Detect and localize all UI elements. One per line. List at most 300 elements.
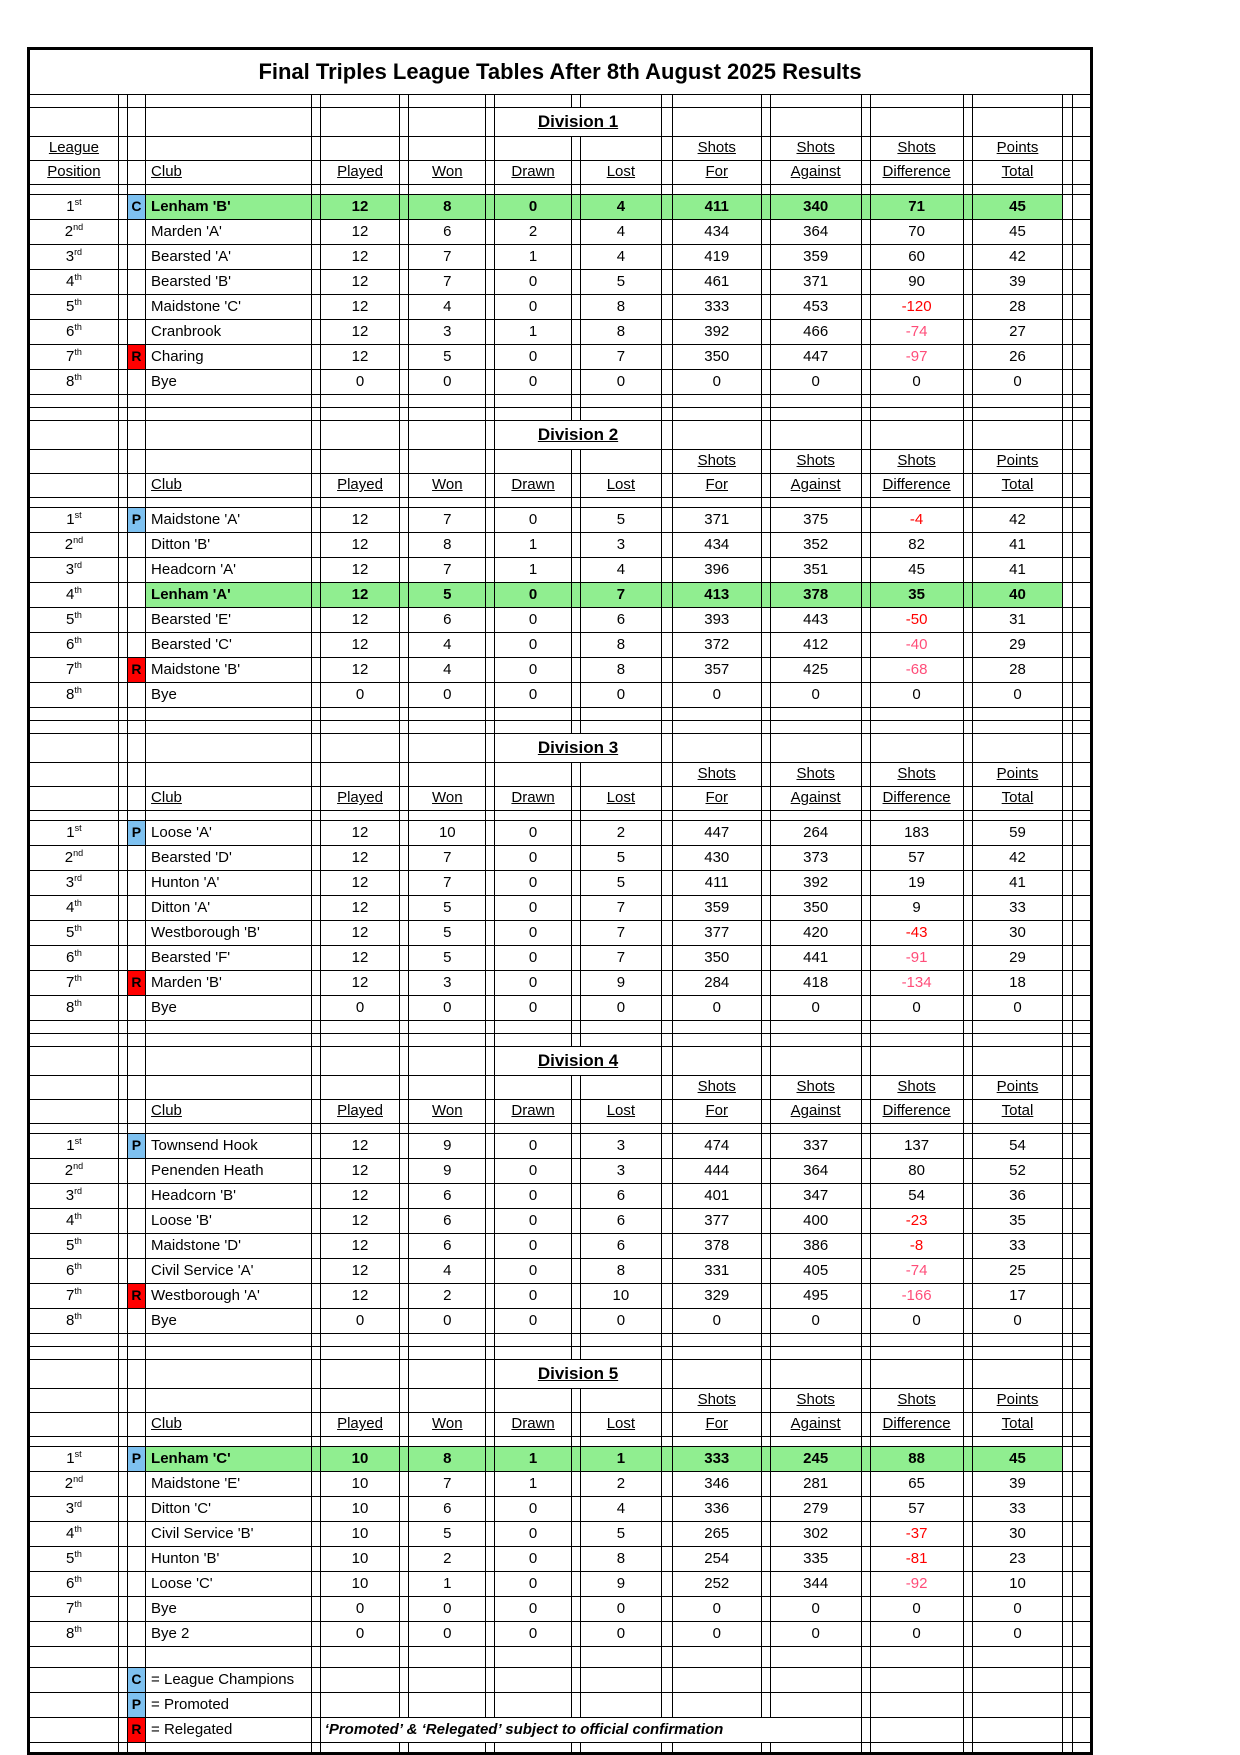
position-number: 3: [65, 1499, 75, 1517]
spacer-cell: [311, 1021, 320, 1034]
spacer-cell: [320, 395, 400, 408]
total-header: Total: [972, 161, 1063, 185]
spacer-cell: [486, 1134, 495, 1159]
spacer-cell: [1063, 1497, 1072, 1522]
spacer-cell: [661, 971, 672, 996]
spacer-cell: [861, 583, 870, 608]
spacer-cell: [486, 395, 495, 408]
club-cell: Bearsted 'E': [146, 608, 312, 633]
spacer-cell: [118, 1134, 127, 1159]
grid-cell: [861, 734, 870, 763]
spacer-cell: [400, 1447, 409, 1472]
spacer-cell: [571, 846, 580, 871]
grid-cell: [761, 1693, 770, 1718]
spacer-cell: [400, 295, 409, 320]
spacer-cell: [400, 1622, 409, 1647]
spacer-cell: [861, 1334, 870, 1347]
position-ordinal: st: [74, 196, 82, 207]
shots_against-cell: 0: [770, 1622, 861, 1647]
grid-cell: [311, 787, 320, 811]
played-header: Played: [320, 1100, 400, 1124]
won-header: Won: [409, 1413, 486, 1437]
spacer-cell: [571, 811, 580, 821]
grid-cell: [30, 1100, 119, 1124]
spacer-cell: [495, 721, 572, 734]
diff-cell: -91: [870, 946, 963, 971]
spacer-cell: [311, 1497, 320, 1522]
position-number: 1: [66, 1449, 75, 1467]
spacer-cell: [870, 1437, 963, 1447]
spacer-cell: [400, 245, 409, 270]
grid-cell: [320, 1076, 400, 1100]
grid-cell: [486, 1413, 495, 1437]
spacer-cell: [118, 1021, 127, 1034]
spacer-cell: [571, 220, 580, 245]
club-cell: Lenham 'A': [146, 583, 312, 608]
position-ordinal: th: [74, 922, 82, 933]
spacer-cell: [1072, 1334, 1091, 1347]
drawn-cell: 0: [495, 1597, 572, 1622]
lost-cell: 1: [581, 1447, 662, 1472]
table-row: [30, 1309, 1091, 1334]
club-cell: Charing: [146, 345, 312, 370]
grid-cell: [30, 1413, 119, 1437]
position-ordinal: th: [74, 1210, 82, 1221]
position-ordinal: st: [74, 1135, 82, 1146]
grid-cell: [770, 1668, 861, 1693]
spacer-cell: [571, 320, 580, 345]
shots_against-cell: 245: [770, 1447, 861, 1472]
club-cell: Westborough 'B': [146, 921, 312, 946]
spacer-row: [30, 498, 1091, 508]
points-cell: 0: [972, 1309, 1063, 1334]
drawn-cell: 0: [495, 1309, 572, 1334]
grid-cell: [118, 1076, 127, 1100]
spacer-cell: [571, 1547, 580, 1572]
position-ordinal: nd: [73, 534, 84, 545]
spacer-cell: [486, 583, 495, 608]
won-cell: 0: [409, 996, 486, 1021]
position-cell: [30, 320, 119, 345]
spacer-cell: [409, 708, 486, 721]
spacer-cell: [581, 185, 662, 195]
spacer-cell: [861, 245, 870, 270]
grid-cell: [571, 1693, 580, 1718]
spacer-cell: [495, 395, 572, 408]
position-cell: [30, 871, 119, 896]
spacer-cell: [311, 533, 320, 558]
position-cell: [30, 1234, 119, 1259]
position-cell: [30, 370, 119, 395]
grid-cell: [963, 161, 972, 185]
club-cell: Bye: [146, 683, 312, 708]
spacer-cell: [571, 185, 580, 195]
spacer-cell: [571, 1184, 580, 1209]
grid-cell: [963, 1076, 972, 1100]
marker-cell: [127, 1522, 145, 1547]
marker-cell: P: [127, 508, 145, 533]
drawn-header: Drawn: [495, 1413, 572, 1437]
spacer-row: [30, 408, 1091, 421]
shots-header: Shots: [870, 763, 963, 787]
club-cell: Bye: [146, 996, 312, 1021]
spacer-cell: [486, 996, 495, 1021]
lost-cell: 0: [581, 683, 662, 708]
grid-cell: [963, 1668, 972, 1693]
spacer-cell: [1063, 270, 1072, 295]
spacer-cell: [1063, 846, 1072, 871]
spacer-cell: [118, 558, 127, 583]
spacer-cell: [311, 1647, 320, 1668]
grid-cell: [118, 1693, 127, 1718]
total-header: Total: [972, 474, 1063, 498]
league-sheet: [27, 47, 1093, 1755]
points-cell: 45: [972, 220, 1063, 245]
grid-cell: [1063, 474, 1072, 498]
spacer-cell: [581, 395, 662, 408]
position-cell: [30, 1547, 119, 1572]
grid-cell: [320, 734, 400, 763]
grid-cell: [581, 1076, 662, 1100]
spacer-cell: [1072, 1622, 1091, 1647]
spacer-cell: [495, 1347, 572, 1360]
spacer-cell: [1063, 195, 1072, 220]
marker-cell: P: [127, 1134, 145, 1159]
played-cell: 12: [320, 583, 400, 608]
shots-header-row: [30, 1076, 1091, 1100]
spacer-cell: [30, 498, 119, 508]
spacer-cell: [963, 1134, 972, 1159]
spacer-cell: [1063, 408, 1072, 421]
position-cell: [30, 821, 119, 846]
table-row: [30, 1134, 1091, 1159]
grid-cell: [1072, 137, 1091, 161]
spacer-cell: [146, 1647, 312, 1668]
grid-cell: [661, 1389, 672, 1413]
points-cell: 28: [972, 295, 1063, 320]
grid-cell: [661, 108, 672, 137]
position-ordinal: nd: [73, 1473, 84, 1484]
grid-cell: [770, 734, 861, 763]
grid-cell: [571, 1100, 580, 1124]
spacer-cell: [1063, 1134, 1072, 1159]
club-cell: Bye: [146, 370, 312, 395]
points-cell: 54: [972, 1134, 1063, 1159]
marker-cell: P: [127, 821, 145, 846]
spacer-cell: [1072, 1347, 1091, 1360]
club-cell: Bye 2: [146, 1622, 312, 1647]
spacer-cell: [1063, 946, 1072, 971]
club-cell: Maidstone 'A': [146, 508, 312, 533]
position-number: 3: [65, 560, 75, 578]
spacer-row: [30, 1021, 1091, 1034]
spacer-cell: [661, 1522, 672, 1547]
shots-header: Shots: [672, 450, 761, 474]
shots_for-cell: 0: [672, 1622, 761, 1647]
drawn-cell: 0: [495, 683, 572, 708]
spacer-cell: [963, 320, 972, 345]
spacer-cell: [581, 1647, 662, 1668]
shots_for-cell: 413: [672, 583, 761, 608]
grid-cell: [495, 1076, 572, 1100]
grid-cell: [972, 1360, 1063, 1389]
drawn-cell: 1: [495, 558, 572, 583]
grid-cell: [486, 1693, 495, 1718]
spacer-cell: [400, 185, 409, 195]
spacer-cell: [1072, 1184, 1091, 1209]
position-cell: [30, 220, 119, 245]
position-cell: [30, 896, 119, 921]
spacer-cell: [400, 1572, 409, 1597]
shots_for-cell: 461: [672, 270, 761, 295]
grid-cell: [963, 1047, 972, 1076]
played-cell: 12: [320, 921, 400, 946]
spacer-cell: [486, 195, 495, 220]
lost-cell: 7: [581, 583, 662, 608]
marker-cell: [127, 921, 145, 946]
lost-cell: 3: [581, 1159, 662, 1184]
spacer-cell: [861, 1259, 870, 1284]
spacer-cell: [761, 608, 770, 633]
table-row: [30, 608, 1091, 633]
spacer-cell: [972, 1021, 1063, 1034]
drawn-cell: 0: [495, 1234, 572, 1259]
grid-cell: [861, 1076, 870, 1100]
grid-cell: [1063, 108, 1072, 137]
spacer-cell: [400, 721, 409, 734]
position-cell: [30, 921, 119, 946]
spacer-cell: [1072, 583, 1091, 608]
position-cell: [30, 683, 119, 708]
diff-cell: 0: [870, 683, 963, 708]
spacer-cell: [861, 1743, 870, 1753]
spacer-cell: [963, 658, 972, 683]
position-ordinal: th: [74, 1260, 82, 1271]
points-cell: 36: [972, 1184, 1063, 1209]
diff-cell: -68: [870, 658, 963, 683]
drawn-header: Drawn: [495, 474, 572, 498]
legend-label: = Promoted: [146, 1693, 312, 1718]
grid-cell: [1072, 1413, 1091, 1437]
spacer-cell: [127, 1021, 145, 1034]
spacer-cell: [1072, 946, 1091, 971]
spacer-cell: [118, 1572, 127, 1597]
drawn-cell: 0: [495, 1259, 572, 1284]
spacer-cell: [1063, 896, 1072, 921]
position-ordinal: th: [74, 296, 82, 307]
spacer-cell: [1063, 996, 1072, 1021]
points-cell: 39: [972, 270, 1063, 295]
won-cell: 8: [409, 195, 486, 220]
shots_for-cell: 378: [672, 1234, 761, 1259]
spacer-cell: [30, 95, 119, 108]
spacer-cell: [400, 533, 409, 558]
spacer-cell: [486, 846, 495, 871]
spacer-cell: [1063, 1437, 1072, 1447]
marker-cell: [127, 558, 145, 583]
played-cell: 12: [320, 1234, 400, 1259]
grid-cell: [661, 1100, 672, 1124]
diff-cell: -37: [870, 1522, 963, 1547]
position-number: 7: [65, 1286, 75, 1304]
table-row: [30, 370, 1091, 395]
shots_for-cell: 0: [672, 1309, 761, 1334]
spacer-cell: [761, 1622, 770, 1647]
lost-cell: 6: [581, 1184, 662, 1209]
shots_against-cell: 344: [770, 1572, 861, 1597]
lost-cell: 0: [581, 1309, 662, 1334]
spacer-cell: [761, 811, 770, 821]
spacer-cell: [400, 921, 409, 946]
spacer-cell: [1072, 708, 1091, 721]
spacer-cell: [861, 395, 870, 408]
grid-cell: [1072, 1389, 1091, 1413]
shots-header: Shots: [870, 1076, 963, 1100]
spacer-cell: [400, 971, 409, 996]
lost-cell: 0: [581, 996, 662, 1021]
spacer-cell: [311, 583, 320, 608]
spacer-cell: [571, 498, 580, 508]
spacer-cell: [571, 1472, 580, 1497]
position-ordinal: th: [74, 659, 82, 670]
position-number: 6: [65, 1574, 75, 1592]
spacer-cell: [870, 185, 963, 195]
spacer-cell: [661, 1347, 672, 1360]
spacer-cell: [409, 185, 486, 195]
shots_for-cell: 377: [672, 921, 761, 946]
drawn-cell: 0: [495, 1159, 572, 1184]
spacer-cell: [486, 508, 495, 533]
spacer-cell: [972, 1437, 1063, 1447]
spacer-cell: [311, 721, 320, 734]
position-cell: [30, 1447, 119, 1472]
grid-cell: [1063, 1076, 1072, 1100]
grid-cell: [311, 1076, 320, 1100]
grid-cell: [870, 1668, 963, 1693]
spacer-cell: [495, 185, 572, 195]
won-cell: 5: [409, 946, 486, 971]
spacer-cell: [661, 1209, 672, 1234]
spacer-cell: [770, 185, 861, 195]
spacer-cell: [30, 395, 119, 408]
spacer-cell: [311, 658, 320, 683]
grid-cell: [127, 734, 145, 763]
spacer-cell: [311, 971, 320, 996]
division-title: Division 1: [495, 108, 662, 137]
spacer-cell: [861, 220, 870, 245]
grid-cell: [761, 1100, 770, 1124]
spacer-cell: [963, 1522, 972, 1547]
spacer-cell: [972, 1743, 1063, 1753]
spacer-cell: [661, 921, 672, 946]
grid-cell: [1063, 1360, 1072, 1389]
spacer-cell: [311, 996, 320, 1021]
grid-cell: [409, 1389, 486, 1413]
grid-cell: [320, 421, 400, 450]
spacer-cell: [661, 1309, 672, 1334]
spacer-cell: [972, 95, 1063, 108]
spacer-cell: [1072, 1597, 1091, 1622]
drawn-cell: 0: [495, 195, 572, 220]
spacer-cell: [963, 921, 972, 946]
spacer-cell: [400, 1472, 409, 1497]
spacer-cell: [1063, 708, 1072, 721]
drawn-cell: 0: [495, 658, 572, 683]
legend-marker: P: [127, 1693, 145, 1718]
legend-marker: R: [127, 1718, 145, 1743]
spacer-cell: [761, 1647, 770, 1668]
grid-cell: [495, 1668, 572, 1693]
spacer-cell: [571, 608, 580, 633]
position-ordinal: rd: [74, 872, 83, 883]
diff-cell: 71: [870, 195, 963, 220]
spacer-cell: [672, 1647, 761, 1668]
spacer-cell: [963, 1184, 972, 1209]
spacer-cell: [761, 846, 770, 871]
spacer-cell: [400, 1284, 409, 1309]
spacer-cell: [1072, 220, 1091, 245]
diff-cell: 0: [870, 1309, 963, 1334]
won-cell: 8: [409, 533, 486, 558]
spacer-cell: [1072, 846, 1091, 871]
marker-cell: [127, 583, 145, 608]
points-cell: 0: [972, 683, 1063, 708]
spacer-cell: [118, 195, 127, 220]
spacer-cell: [495, 498, 572, 508]
marker-cell: [127, 946, 145, 971]
grid-cell: [146, 108, 312, 137]
spacer-cell: [761, 408, 770, 421]
position-ordinal: th: [74, 1623, 82, 1634]
played-cell: 0: [320, 1622, 400, 1647]
spacer-cell: [1063, 633, 1072, 658]
spacer-cell: [311, 508, 320, 533]
shots_against-cell: 418: [770, 971, 861, 996]
shots-header: Shots: [770, 763, 861, 787]
points-header: Points: [972, 450, 1063, 474]
marker-cell: R: [127, 971, 145, 996]
spacer-cell: [1072, 1647, 1091, 1668]
shots_for-cell: 396: [672, 558, 761, 583]
spacer-cell: [30, 811, 119, 821]
spacer-cell: [1063, 370, 1072, 395]
spacer-cell: [861, 708, 870, 721]
table-row: [30, 1522, 1091, 1547]
spacer-cell: [1072, 1743, 1091, 1753]
spacer-cell: [1063, 871, 1072, 896]
spacer-cell: [486, 1334, 495, 1347]
spacer-cell: [672, 395, 761, 408]
grid-cell: [870, 421, 963, 450]
spacer-cell: [486, 1184, 495, 1209]
grid-cell: [761, 1360, 770, 1389]
spacer-cell: [672, 1034, 761, 1047]
grid-cell: [661, 1413, 672, 1437]
position-cell: [30, 1622, 119, 1647]
difference-header: Difference: [870, 1413, 963, 1437]
spacer-cell: [311, 1743, 320, 1753]
spacer-row: [30, 1647, 1091, 1668]
spacer-cell: [486, 1437, 495, 1447]
spacer-cell: [870, 1034, 963, 1047]
spacer-cell: [311, 946, 320, 971]
club-cell: Hunton 'A': [146, 871, 312, 896]
grid-cell: [30, 474, 119, 498]
spacer-cell: [1063, 971, 1072, 996]
spacer-cell: [127, 1743, 145, 1753]
grid-cell: [581, 450, 662, 474]
spacer-cell: [495, 408, 572, 421]
